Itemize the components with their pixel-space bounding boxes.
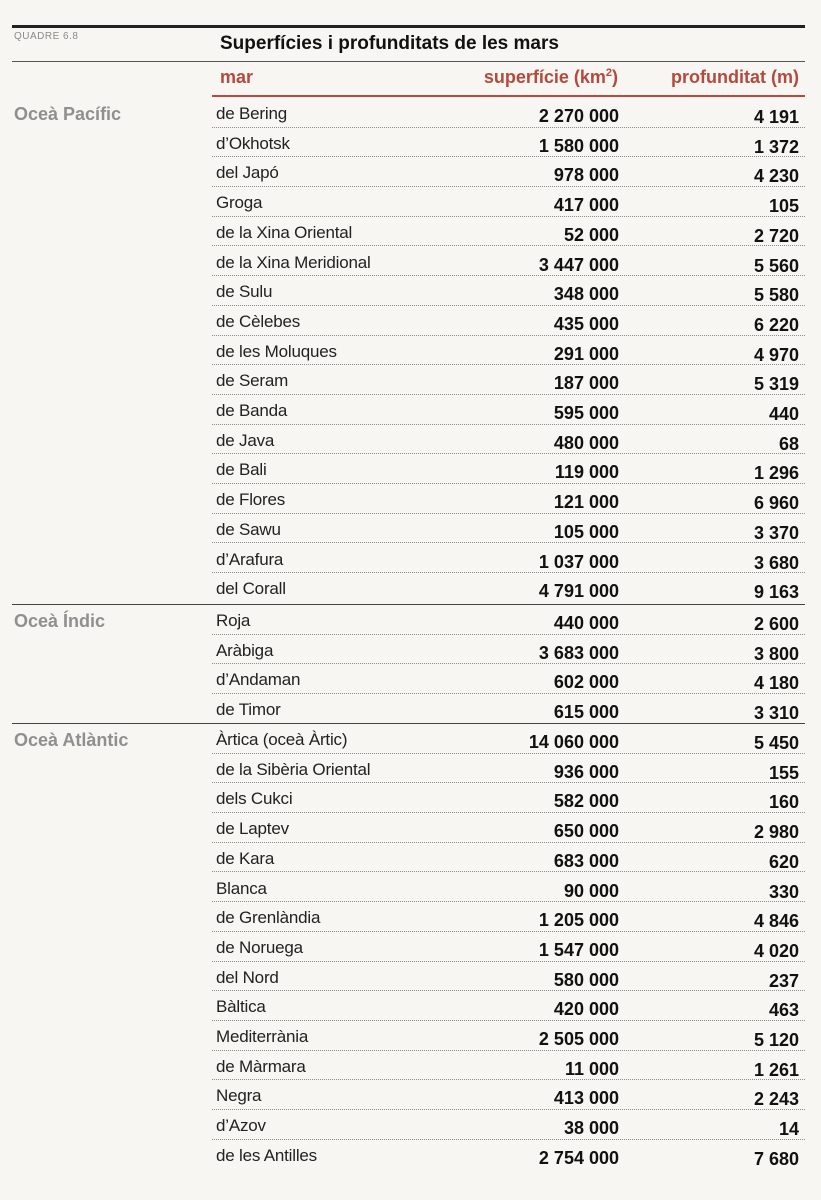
sea-name: Groga [216,193,263,213]
table-row [212,932,805,962]
table-row [212,573,805,603]
table-number-label: QUADRE 6.8 [14,31,79,42]
table-row [212,1051,805,1081]
sea-name: de Sulu [216,282,273,302]
column-header-mar: mar [220,67,254,87]
sea-depth: 3 680 [753,552,799,573]
sea-depth: 7 680 [753,1148,799,1169]
table-row [212,724,805,754]
sea-area: 38 000 [563,1118,619,1139]
sea-depth: 4 230 [753,166,799,187]
sea-name: de Bering [216,104,287,123]
sea-area: 1 580 000 [538,135,619,156]
table-row [212,425,805,455]
sea-area: 291 000 [553,343,619,364]
sea-name: de les Antilles [216,1145,317,1165]
sea-depth: 105 [768,196,799,217]
sea-area: 187 000 [553,373,619,394]
table-row [212,783,805,813]
sea-depth: 440 [768,404,799,424]
sea-area: 615 000 [553,702,619,723]
sea-area: 480 000 [553,432,619,453]
sea-area: 413 000 [553,1088,619,1109]
sea-depth: 3 370 [753,522,799,543]
column-header-superficie-close: ) [612,67,618,87]
sea-area: 595 000 [553,403,619,423]
table-row [212,754,805,784]
sea-name: d’Arafura [216,549,284,569]
sea-name: d’Azov [216,1116,266,1136]
sea-area: 14 060 000 [528,732,619,752]
table-row [212,694,805,724]
table-row [212,336,805,366]
sea-name: de Kara [216,848,275,868]
sea-depth: 2 600 [753,614,799,634]
sea-name: dels Cukci [216,789,293,809]
title-rule [12,61,805,62]
sea-area: 52 000 [563,224,619,245]
sea-name: de Banda [216,401,288,420]
sea-depth: 160 [768,792,799,813]
sea-depth: 1 296 [753,463,799,484]
table-row [212,365,805,395]
table-row [212,1110,805,1140]
ocean-name: Oceà Atlàntic [14,730,129,750]
sea-area: 2 505 000 [538,1029,619,1049]
sea-depth: 5 560 [753,255,799,276]
sea-area: 683 000 [553,850,619,871]
sea-name: Blanca [216,878,267,898]
sea-name: de Seram [216,371,289,391]
sea-name: del Nord [216,967,279,987]
sea-area: 121 000 [553,492,619,513]
sea-depth: 237 [768,970,799,991]
sea-area: 978 000 [553,165,619,186]
table-row [212,813,805,843]
column-header-superficie-text: superfície (km [483,67,606,87]
sea-name: del Corall [216,579,286,599]
table-row [212,514,805,544]
sea-name: de la Xina Oriental [216,222,353,242]
sea-depth: 5 450 [753,733,799,753]
sea-name: Aràbiga [216,640,274,660]
sea-depth: 3 800 [753,643,799,664]
sea-area: 420 000 [553,999,619,1020]
table-row [212,605,805,635]
sea-area: 119 000 [554,462,619,483]
sea-area: 936 000 [553,761,619,782]
column-header-superficie-exponent: 2 [605,67,612,79]
table-row [212,902,805,932]
sea-name: de Bali [216,460,267,480]
table-row [212,484,805,514]
sea-name: de Noruega [216,937,303,957]
table-row [212,247,805,277]
sea-name: de Timor [216,700,281,720]
ocean-name: Oceà Índic [14,611,106,631]
table-row [212,454,805,484]
table-row [212,276,805,306]
sea-depth: 14 [778,1119,799,1140]
sea-area: 1 547 000 [538,939,619,960]
sea-depth: 2 243 [753,1089,799,1110]
sea-name: de Grenlàndia [216,908,321,928]
sea-depth: 5 319 [753,374,799,395]
sea-area: 580 000 [553,969,619,990]
sea-depth: 463 [768,1000,799,1021]
sea-name: de la Xina Meridional [216,252,371,272]
sea-name: de Flores [216,490,286,510]
sea-area: 105 000 [553,521,619,542]
sea-area: 1 205 000 [538,910,619,931]
header-rule [12,25,805,28]
sea-area: 1 037 000 [538,551,619,572]
sea-name: Negra [216,1086,262,1106]
sea-area: 440 000 [553,613,619,633]
table-row [212,1140,805,1170]
column-header-superficie [484,67,618,88]
table-row [212,991,805,1021]
sea-depth: 5 580 [753,285,799,306]
sea-area: 2 754 000 [538,1147,619,1168]
table-row [212,1021,805,1051]
table-title: Superfícies i profunditats de les mars [220,33,559,54]
sea-name: de Cèlebes [216,311,301,331]
sea-depth: 155 [768,762,799,783]
sea-area: 417 000 [553,195,619,216]
table-row [212,1080,805,1110]
sea-depth: 3 310 [753,703,799,724]
sea-name: de Sawu [216,519,281,539]
sea-name: de les Moluques [216,341,337,361]
table-row [212,187,805,217]
sea-depth: 2 980 [753,822,799,843]
sea-area: 3 447 000 [538,254,619,275]
sea-area: 11 000 [564,1058,619,1079]
sea-depth: 5 120 [753,1030,799,1050]
sea-depth: 4 020 [753,940,799,961]
table-row [212,157,805,187]
sea-depth: 2 720 [753,225,799,246]
table-row [212,128,805,158]
table-row [212,664,805,694]
sea-name: Roja [216,611,251,630]
sea-name: de la Sibèria Oriental [216,759,371,779]
table-row [212,395,805,425]
sea-depth: 4 180 [753,673,799,694]
table-row [212,873,805,903]
sea-name: de Java [216,430,275,450]
ocean-name: Oceà Pacífic [14,104,122,124]
table-row [212,306,805,336]
sea-depth: 1 372 [753,136,799,157]
sea-area: 435 000 [553,313,619,334]
sea-name: Bàltica [216,997,266,1017]
sea-depth: 6 960 [753,493,799,514]
column-header-rule [212,95,805,97]
sea-name: d’Okhotsk [216,133,290,153]
sea-depth: 4 970 [753,344,799,365]
sea-name: de Laptev [216,819,289,839]
sea-area: 602 000 [553,672,619,693]
sea-area: 348 000 [553,284,619,305]
sea-depth: 620 [768,851,799,872]
table-row [212,544,805,574]
table-row [212,217,805,247]
sea-depth: 9 163 [753,582,799,603]
sea-depth: 1 261 [753,1059,799,1080]
sea-depth: 68 [778,433,799,454]
sea-area: 90 000 [563,880,619,901]
sea-area: 4 791 000 [538,581,619,602]
sea-name: Àrtica (oceà Àrtic) [216,730,348,749]
sea-name: del Japó [216,163,279,183]
sea-area: 2 270 000 [538,106,619,126]
sea-depth: 330 [768,881,799,902]
sea-area: 582 000 [553,791,619,812]
table-row [212,635,805,665]
sea-area: 650 000 [553,821,619,842]
sea-depth: 4 846 [753,911,799,932]
sea-depth: 6 220 [753,314,799,335]
table-row [212,962,805,992]
sea-depth: 4 191 [753,107,799,127]
sea-name: d’Andaman [216,670,301,690]
sea-name: Mediterrània [216,1027,309,1046]
sea-name: de Màrmara [216,1056,306,1076]
column-header-profunditat: profunditat (m) [671,67,799,87]
table-row [212,98,805,128]
sea-area: 3 683 000 [538,642,619,663]
table-row [212,843,805,873]
